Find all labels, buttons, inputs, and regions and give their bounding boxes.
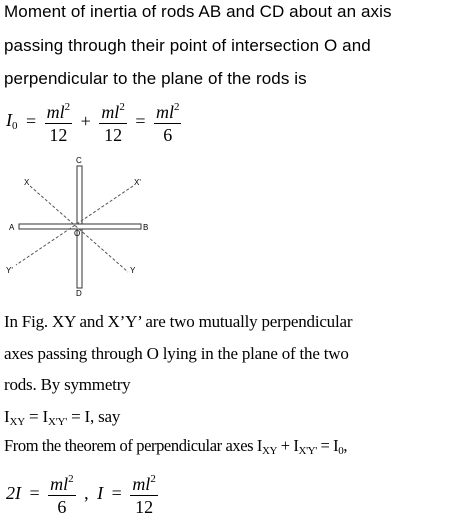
eq1-lhs: I [6, 110, 12, 130]
text-line: perpendicular to the plane of the rods is [4, 69, 307, 88]
text-line: In Fig. XY and X’Y’ are two mutually perpendicular [4, 312, 353, 331]
equation-moment-of-inertia [4, 96, 183, 146]
label-d: D [76, 289, 82, 298]
fraction: $\frac{ml^2}{6}$ [154, 96, 182, 146]
fraction: $\frac{ml^2}{12}$ [45, 96, 73, 146]
text-line: passing through their point of intersection O and [4, 36, 371, 55]
fraction: $\frac{ml^2}{6}$ [48, 468, 76, 518]
text-line: rods. By symmetry [4, 375, 131, 394]
rods-figure [0, 152, 170, 302]
eq1-equals: = [26, 110, 37, 131]
text-line: Moment of inertia of rods AB and CD about an axis [4, 2, 392, 21]
label-b: B [143, 223, 149, 232]
label-x: X [24, 178, 30, 187]
theorem-line: From the theorem of perpendicular axes $I_{XY} + I_{X'Y'} = I_0$, [4, 436, 348, 457]
equation-result: 2I = $\frac{ml^2}{6}$ , I = $\frac{ml^2}{12}$ [4, 468, 160, 518]
eq1-equals-2: = [135, 110, 146, 131]
label-c: C [76, 156, 82, 165]
equation-symmetry: $I_{XY} = I_{X'Y'} = I$, say [4, 407, 121, 428]
label-o: O [74, 229, 81, 238]
label-y-prime: Y' [6, 266, 13, 275]
label-a: A [9, 223, 15, 232]
fraction: $\frac{ml^2}{12}$ [130, 468, 158, 518]
label-y: Y [130, 266, 136, 275]
eq3-lhs: 2I [6, 482, 21, 503]
fraction: $\frac{ml^2}{12}$ [99, 96, 127, 146]
text-line: axes passing through O lying in the plane of the two [4, 344, 349, 363]
label-x-prime: X' [134, 178, 141, 187]
eq1-lhs-sub: 0 [12, 120, 18, 132]
eq1-plus: + [80, 110, 91, 131]
